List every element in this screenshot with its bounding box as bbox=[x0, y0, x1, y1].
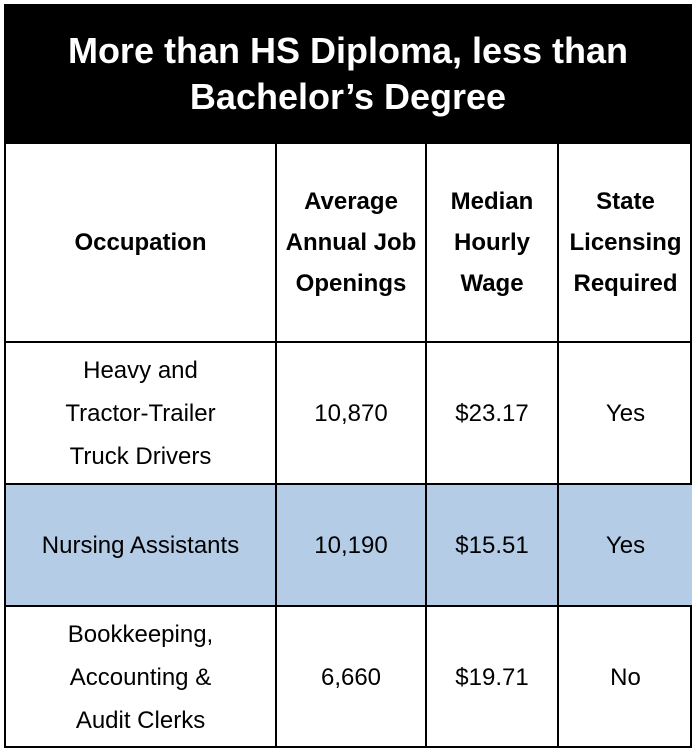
cell-state-licensing: No bbox=[558, 606, 692, 748]
column-header-state-licensing: State Licensing Required bbox=[558, 144, 692, 342]
table-title: More than HS Diploma, less than Bachelor’s Degree bbox=[6, 6, 690, 144]
cell-job-openings: 10,190 bbox=[276, 484, 426, 606]
header-row bbox=[6, 144, 692, 342]
occupation-table-container bbox=[4, 4, 692, 748]
column-header-job-openings: Average Annual Job Openings bbox=[276, 144, 426, 342]
cell-occupation: Heavy and Tractor-Trailer Truck Drivers bbox=[6, 342, 276, 484]
column-header-occupation: Occupation bbox=[6, 144, 276, 342]
cell-job-openings: 10,870 bbox=[276, 342, 426, 484]
cell-hourly-wage: $19.71 bbox=[426, 606, 558, 748]
cell-hourly-wage: $23.17 bbox=[426, 342, 558, 484]
table-row bbox=[6, 484, 692, 606]
occupation-table bbox=[6, 144, 692, 748]
table-row bbox=[6, 606, 692, 748]
cell-hourly-wage: $15.51 bbox=[426, 484, 558, 606]
cell-occupation: Bookkeeping, Accounting & Audit Clerks bbox=[6, 606, 276, 748]
cell-job-openings: 6,660 bbox=[276, 606, 426, 748]
table-row bbox=[6, 342, 692, 484]
column-header-hourly-wage: Median Hourly Wage bbox=[426, 144, 558, 342]
cell-state-licensing: Yes bbox=[558, 484, 692, 606]
cell-occupation: Nursing Assistants bbox=[6, 484, 276, 606]
cell-state-licensing: Yes bbox=[558, 342, 692, 484]
